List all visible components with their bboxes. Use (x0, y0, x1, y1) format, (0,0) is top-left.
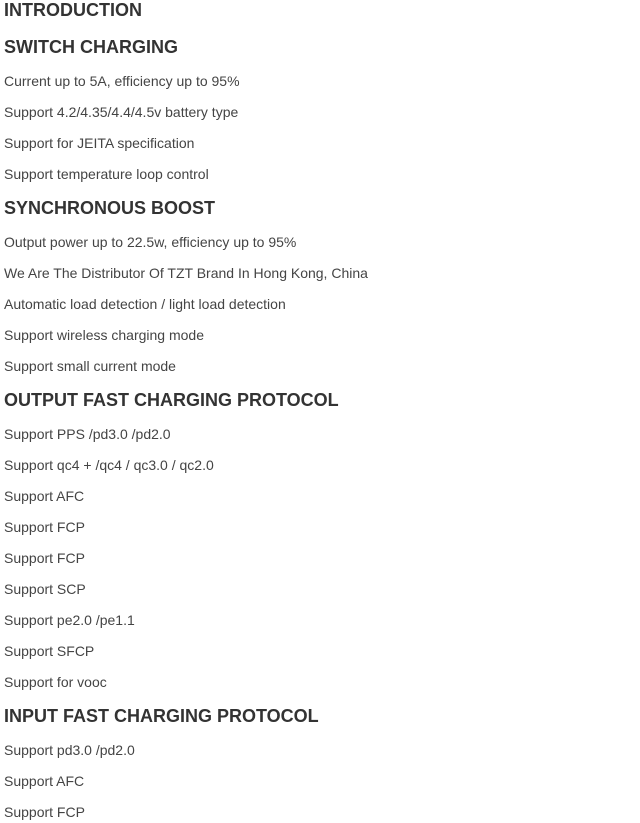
list-item: Support qc4 + /qc4 / qc3.0 / qc2.0 (4, 457, 214, 473)
list-item: Output power up to 22.5w, efficiency up to 95% (4, 234, 297, 250)
list-item: Support FCP (4, 519, 85, 535)
list-item: Support for vooc (4, 674, 107, 690)
section-heading-input-fast-charging: INPUT FAST CHARGING PROTOCOL (4, 706, 319, 726)
list-item: Support temperature loop control (4, 166, 209, 182)
list-item: Support small current mode (4, 358, 176, 374)
list-item: Support 4.2/4.35/4.4/4.5v battery type (4, 104, 239, 120)
list-item: Support FCP (4, 550, 85, 566)
list-item: Current up to 5A, efficiency up to 95% (4, 73, 240, 89)
list-item: Support AFC (4, 488, 85, 504)
list-item: Automatic load detection / light load detection (4, 296, 286, 312)
list-item: Support AFC (4, 773, 85, 789)
list-item: Support pd3.0 /pd2.0 (4, 742, 135, 758)
list-item: Support SCP (4, 581, 86, 597)
list-item: Support wireless charging mode (4, 327, 204, 343)
section-heading-switch-charging: SWITCH CHARGING (4, 37, 178, 57)
list-item: Support PPS /pd3.0 /pd2.0 (4, 426, 171, 442)
list-item: We Are The Distributor Of TZT Brand In Hong Kong, China (4, 265, 368, 281)
section-heading-synchronous-boost: SYNCHRONOUS BOOST (4, 198, 216, 218)
list-item: Support FCP (4, 804, 85, 820)
list-item: Support SFCP (4, 643, 95, 659)
section-heading-introduction: INTRODUCTION (4, 0, 142, 20)
list-item: Support for JEITA specification (4, 135, 195, 151)
list-item: Support pe2.0 /pe1.1 (4, 612, 135, 628)
section-heading-output-fast-charging: OUTPUT FAST CHARGING PROTOCOL (4, 390, 339, 410)
